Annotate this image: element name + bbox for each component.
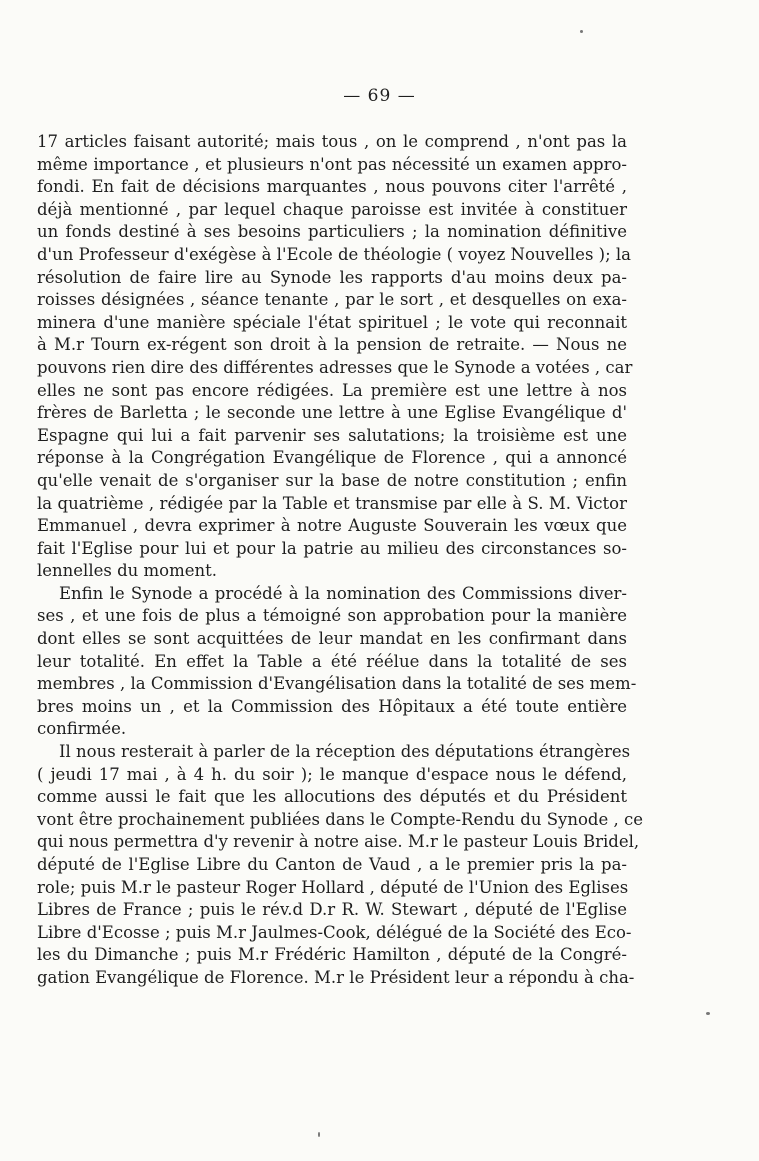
body-text <box>37 131 643 990</box>
text-line: à M.r Tourn ex-régent son droit à la pension de retraite. — Nous ne <box>37 335 627 355</box>
text-line: vont être prochainement publiées dans le Compte-Rendu du Synode , ce <box>37 809 643 829</box>
text-line: Espagne qui lui a fait parvenir ses salutations; la troisième est une <box>37 425 627 445</box>
text-line: résolution de faire lire au Synode les rapports d'au moins deux pa- <box>37 267 627 287</box>
text-line: Il nous resterait à parler de la réception des députations étrangères <box>59 742 631 762</box>
text-line: elles ne sont pas encore rédigées. La première est une lettre à nos <box>37 380 627 400</box>
text-line: Libres de France ; puis le rév.d D.r R. W. Stewart , député de l'Eglise <box>37 900 627 920</box>
text-line: fondi. En fait de décisions marquantes , nous pouvons citer l'arrêté , <box>37 177 627 197</box>
text-line: leur totalité. En effet la Table a été réélue dans la totalité de ses <box>37 651 627 671</box>
text-line: bres moins un , et la Commission des Hôpitaux a été toute entière <box>37 696 627 716</box>
paper-speck <box>580 30 583 33</box>
text-line: déjà mentionné , par lequel chaque paroisse est invitée à constituer <box>37 199 627 219</box>
text-line: Emmanuel , devra exprimer à notre Auguste Souverain les vœux que <box>37 516 627 536</box>
text-line: confirmée. <box>37 719 127 739</box>
paper-speck <box>706 1012 710 1015</box>
text-line: pouvons rien dire des différentes adresses que le Synode a votées , car <box>37 357 633 377</box>
page-number: — 69 — <box>343 86 416 106</box>
text-line: 17 articles faisant autorité; mais tous , on le comprend , n'ont pas la <box>37 132 627 151</box>
text-line: ( jeudi 17 mai , à 4 h. du soir ); le manque d'espace nous le défend, <box>37 764 627 784</box>
text-line: comme aussi le fait que les allocutions des députés et du Président <box>37 787 627 807</box>
text-line: un fonds destiné à ses besoins particuliers ; la nomination définitive <box>37 222 627 242</box>
text-line: qu'elle venait de s'organiser sur la base de notre constitution ; enfin <box>37 470 627 490</box>
text-line: qui nous permettra d'y revenir à notre aise. M.r le pasteur Louis Bridel, <box>37 832 640 852</box>
text-line: ses , et une fois de plus a témoigné son approbation pour la manière <box>37 606 627 626</box>
text-line: la quatrième , rédigée par la Table et transmise par elle à S. M. Victor <box>37 493 627 513</box>
text-line: député de l'Eglise Libre du Canton de Vaud , a le premier pris la pa- <box>37 855 627 874</box>
text-line: Enfin le Synode a procédé à la nomination des Commissions diver- <box>59 583 627 603</box>
text-line: role; puis M.r le pasteur Roger Hollard , député de l'Union des Eglises <box>37 877 629 897</box>
text-line: minera d'une manière spéciale l'état spirituel ; le vote qui reconnait <box>37 312 627 332</box>
text-line: Libre d'Ecosse ; puis M.r Jaulmes-Cook, délégué de la Société des Eco- <box>37 922 632 942</box>
text-line: gation Evangélique de Florence. M.r le Président leur a répondu à cha- <box>37 967 635 987</box>
text-line: roisses désignées , séance tenante , par le sort , et desquelles on exa- <box>37 290 627 310</box>
text-line: dont elles se sont acquittées de leur mandat en les confirmant dans <box>37 629 627 649</box>
text-line: frères de Barletta ; le seconde une lettre à une Eglise Evangélique d' <box>37 403 627 423</box>
text-line: fait l'Eglise pour lui et pour la patrie au milieu des circonstances so- <box>37 538 627 558</box>
text-line: les du Dimanche ; puis M.r Frédéric Hamilton , député de la Congré- <box>37 945 627 965</box>
text-line: lennelles du moment. <box>37 561 218 581</box>
text-line: même importance , et plusieurs n'ont pas nécessité un examen appro- <box>37 154 627 174</box>
text-line: d'un Professeur d'exégèse à l'Ecole de théologie ( voyez Nouvelles ); la <box>37 244 632 264</box>
paper-speck <box>318 1132 320 1137</box>
text-line: membres , la Commission d'Evangélisation dans la totalité de ses mem- <box>37 674 637 694</box>
text-line: réponse à la Congrégation Evangélique de Florence , qui a annoncé <box>37 448 627 468</box>
